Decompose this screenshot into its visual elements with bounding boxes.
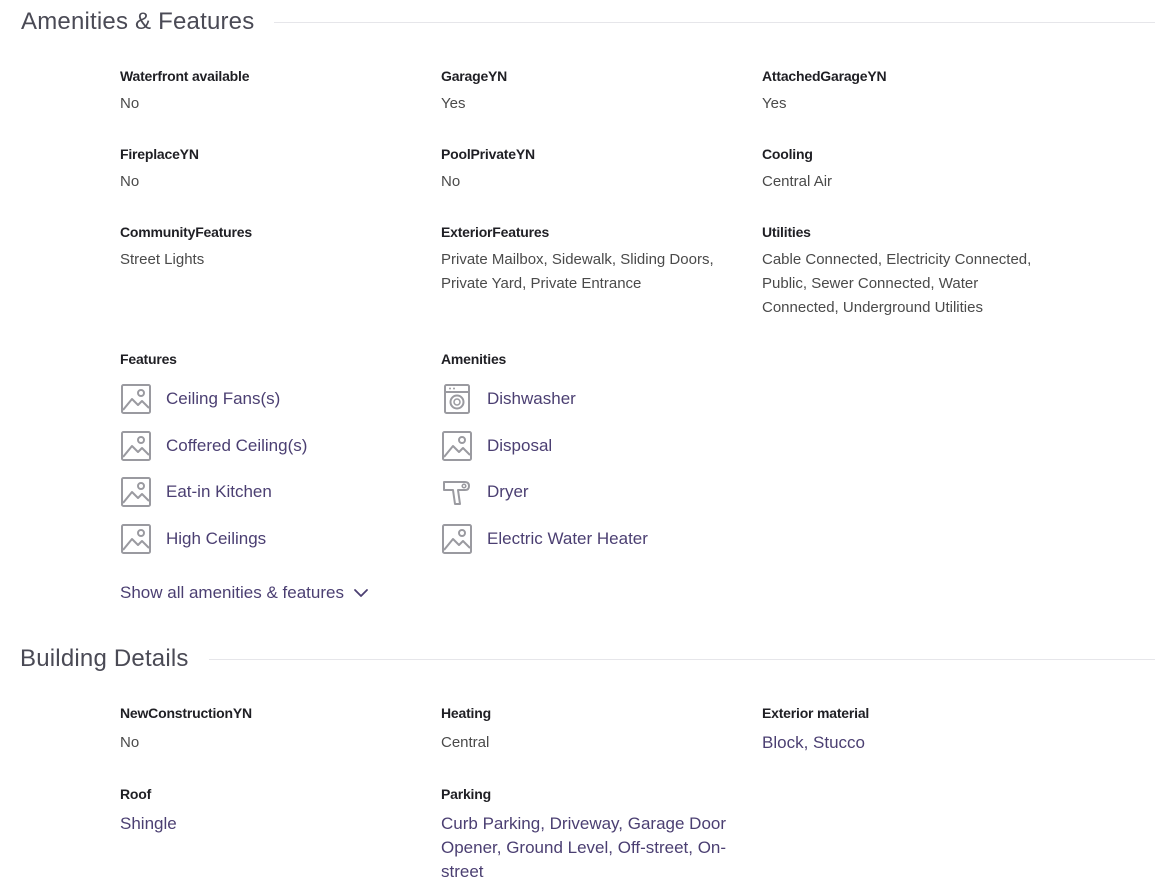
roof-link[interactable]: Shingle [120, 814, 177, 833]
field-fireplace [120, 146, 410, 194]
feature-item-label: Ceiling Fans(s) [166, 389, 281, 408]
feature-item-label: Coffered Ceiling(s) [166, 435, 308, 455]
field-label: AttachedGarageYN [762, 68, 887, 84]
field-value: Street Lights [120, 251, 205, 268]
features-list [120, 351, 420, 569]
amenities-section-header [21, 8, 1155, 36]
field-label: Exterior material [762, 705, 870, 721]
field-label: Utilities [762, 224, 811, 240]
hair-dryer-icon [441, 476, 473, 508]
field-label: CommunityFeatures [120, 224, 252, 240]
feature-item[interactable] [120, 523, 420, 555]
section-divider [274, 22, 1155, 23]
field-value: Yes [441, 95, 466, 112]
amenity-item[interactable] [441, 430, 741, 462]
dishwasher-icon [441, 383, 473, 415]
amenity-item-label: Disposal [487, 435, 553, 455]
field-value: Private Mailbox, Sidewalk, Sliding Doors, Private Yard, Private Entrance [441, 251, 714, 292]
field-cooling [762, 146, 1052, 194]
amenities-label: Amenities [441, 351, 507, 367]
amenities-section-title: Amenities & Features [21, 8, 255, 35]
building-section-title: Building Details [20, 645, 189, 672]
field-exterior-features [441, 224, 726, 296]
field-pool [441, 146, 731, 194]
image-placeholder-icon [441, 523, 473, 555]
amenity-item[interactable] [441, 383, 741, 415]
amenities-list [441, 351, 741, 569]
exterior-material-link[interactable]: Block, Stucco [762, 733, 865, 752]
field-parking [441, 786, 741, 884]
field-new-construction [120, 705, 410, 755]
field-label: FireplaceYN [120, 146, 199, 162]
amenity-item[interactable] [441, 523, 741, 555]
field-label: PoolPrivateYN [441, 146, 535, 162]
field-label: ExteriorFeatures [441, 224, 550, 240]
chevron-down-icon [353, 585, 369, 601]
field-value: No [120, 734, 140, 751]
image-placeholder-icon [120, 383, 152, 415]
field-attached-garage [762, 68, 1052, 116]
image-placeholder-icon [120, 523, 152, 555]
feature-item-label: High Ceilings [166, 528, 267, 548]
field-exterior-material [762, 705, 1052, 755]
field-utilities [762, 224, 1047, 320]
amenity-item[interactable] [441, 476, 741, 508]
image-placeholder-icon [120, 476, 152, 508]
field-label: Waterfront available [120, 68, 250, 84]
building-section-header [20, 645, 1155, 673]
amenity-item-label: Electric Water Heater [487, 528, 648, 548]
field-value: Central [441, 734, 490, 751]
field-value: Cable Connected, Electricity Connected, Public, Sewer Connected, Water Connected, Underground Utilities [762, 251, 1032, 316]
field-value: No [120, 95, 140, 112]
field-value: Central Air [762, 173, 833, 190]
field-value: No [120, 173, 140, 190]
field-garage [441, 68, 731, 116]
field-label: Cooling [762, 146, 813, 162]
image-placeholder-icon [441, 430, 473, 462]
field-label: Roof [120, 786, 152, 802]
field-waterfront [120, 68, 410, 116]
amenity-item-label: Dishwasher [487, 389, 576, 408]
field-value: Yes [762, 95, 787, 112]
field-label: GarageYN [441, 68, 508, 84]
feature-item[interactable] [120, 383, 420, 415]
field-community-features [120, 224, 410, 272]
field-heating [441, 705, 731, 755]
show-all-amenities-button[interactable] [120, 583, 369, 603]
image-placeholder-icon [120, 430, 152, 462]
amenity-item-label: Dryer [487, 482, 529, 501]
features-label: Features [120, 351, 177, 367]
parking-link[interactable]: Curb Parking, Driveway, Garage Door Opener, Ground Level, Off-street, On-street [441, 814, 727, 881]
field-label: Parking [441, 786, 491, 802]
field-value: No [441, 173, 461, 190]
feature-item-label: Eat-in Kitchen [166, 482, 272, 501]
field-roof [120, 786, 410, 836]
section-divider [209, 659, 1155, 660]
feature-item[interactable] [120, 430, 420, 462]
field-label: Heating [441, 705, 491, 721]
feature-item[interactable] [120, 476, 420, 508]
field-label: NewConstructionYN [120, 705, 252, 721]
show-all-label: Show all amenities & features [120, 583, 344, 602]
